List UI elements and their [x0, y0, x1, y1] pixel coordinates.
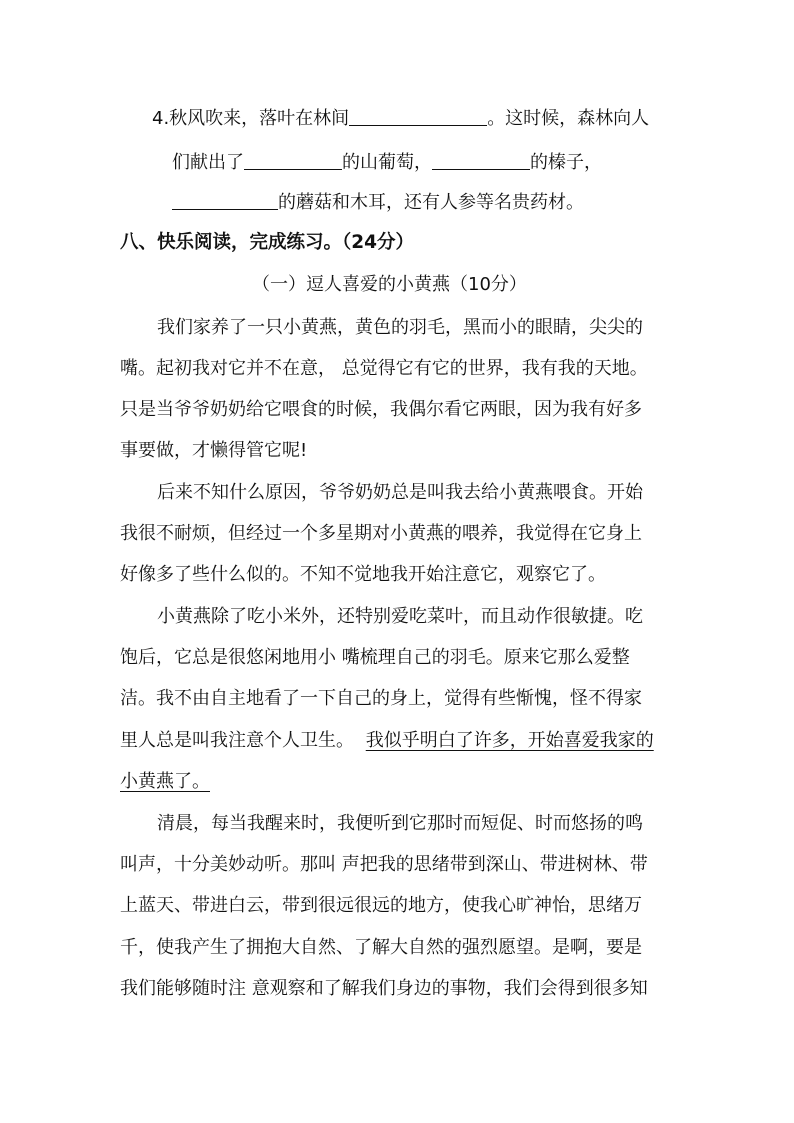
passage-line: 只是当爷爷奶奶给它喂食的时候，我偶尔看它两眼，因为我有好多 [120, 399, 642, 420]
passage-line: 事要做，才懒得管它呢! [120, 440, 308, 461]
passage-line: 我们家养了一只小黄燕，黄色的羽毛，黑而小的眼睛，尖尖的 [157, 317, 643, 338]
answer-blank-1[interactable] [349, 107, 487, 126]
answer-blank-2[interactable] [244, 151, 342, 170]
passage-line: 小黄燕除了吃小米外，还特别爱吃菜叶，而且动作很敏捷。吃 [157, 606, 643, 627]
passage-line: 饱后，它总是很悠闲地用小 嘴梳理自己的羽毛。原来它那么爱整 [120, 647, 630, 668]
passage-line: 好像多了些什么似的。不知不觉地我开始注意它，观察它了。 [120, 564, 606, 585]
underlined-sentence: 我似乎明白了许多，开始喜爱我家的 [365, 730, 654, 751]
answer-blank-4[interactable] [172, 191, 278, 210]
passage-line: 上蓝天、带进白云，带到很远很远的地方，使我心旷神怡，思绪万 [120, 895, 642, 916]
passage-text: 里人总是叫我注意个人卫生。 [120, 730, 354, 751]
underlined-sentence-end: 小黄燕了。 [120, 771, 210, 792]
question-4-line-3 [172, 190, 584, 216]
question-4-line-2 [172, 150, 602, 176]
question-4-text-f: 的蘑菇和木耳，还有人参等名贵药材。 [278, 192, 584, 213]
question-4-text-a: 4.秋风吹来，落叶在林间 [152, 108, 350, 129]
passage-line: 嘴。起初我对它并不在意， 总觉得它有它的世界，我有我的天地。 [120, 358, 648, 379]
passage-line: 后来不知什么原因，爷爷奶奶总是叫我去给小黄燕喂食。开始 [157, 482, 643, 503]
passage-line: 千，使我产生了拥抱大自然、了解大自然的强烈愿望。是啊，要是 [120, 937, 642, 958]
answer-blank-3[interactable] [432, 151, 530, 170]
passage-line: 我们能够随时注 意观察和了解我们身边的事物，我们会得到很多知 [120, 978, 648, 999]
question-4-text-e: 的榛子， [530, 152, 602, 173]
section-heading: 八、快乐阅读，完成练习。（24分） [120, 232, 414, 253]
question-4-line-1 [152, 106, 649, 132]
passage-line: 洁。我不由自主地看了一下自己的身上，觉得有些惭愧，怪不得家 [120, 688, 642, 709]
question-4-text-b: 。这时候，森林向人 [487, 108, 650, 129]
passage-line [120, 728, 654, 754]
question-4-text-d: 的山葡萄， [342, 152, 432, 173]
question-4-text-c: 们献出了 [172, 152, 244, 173]
passage-title: （一）逗人喜爱的小黄燕（10分） [252, 274, 527, 295]
passage-line: 叫声，十分美妙动听。那叫 声把我的思绪带到深山、带进树林、带 [120, 854, 648, 875]
passage-line: 清晨，每当我醒来时，我便听到它那时而短促、时而悠扬的鸣 [157, 813, 643, 834]
passage-line: 我很不耐烦，但经过一个多星期对小黄燕的喂养，我觉得在它身上 [120, 523, 642, 544]
